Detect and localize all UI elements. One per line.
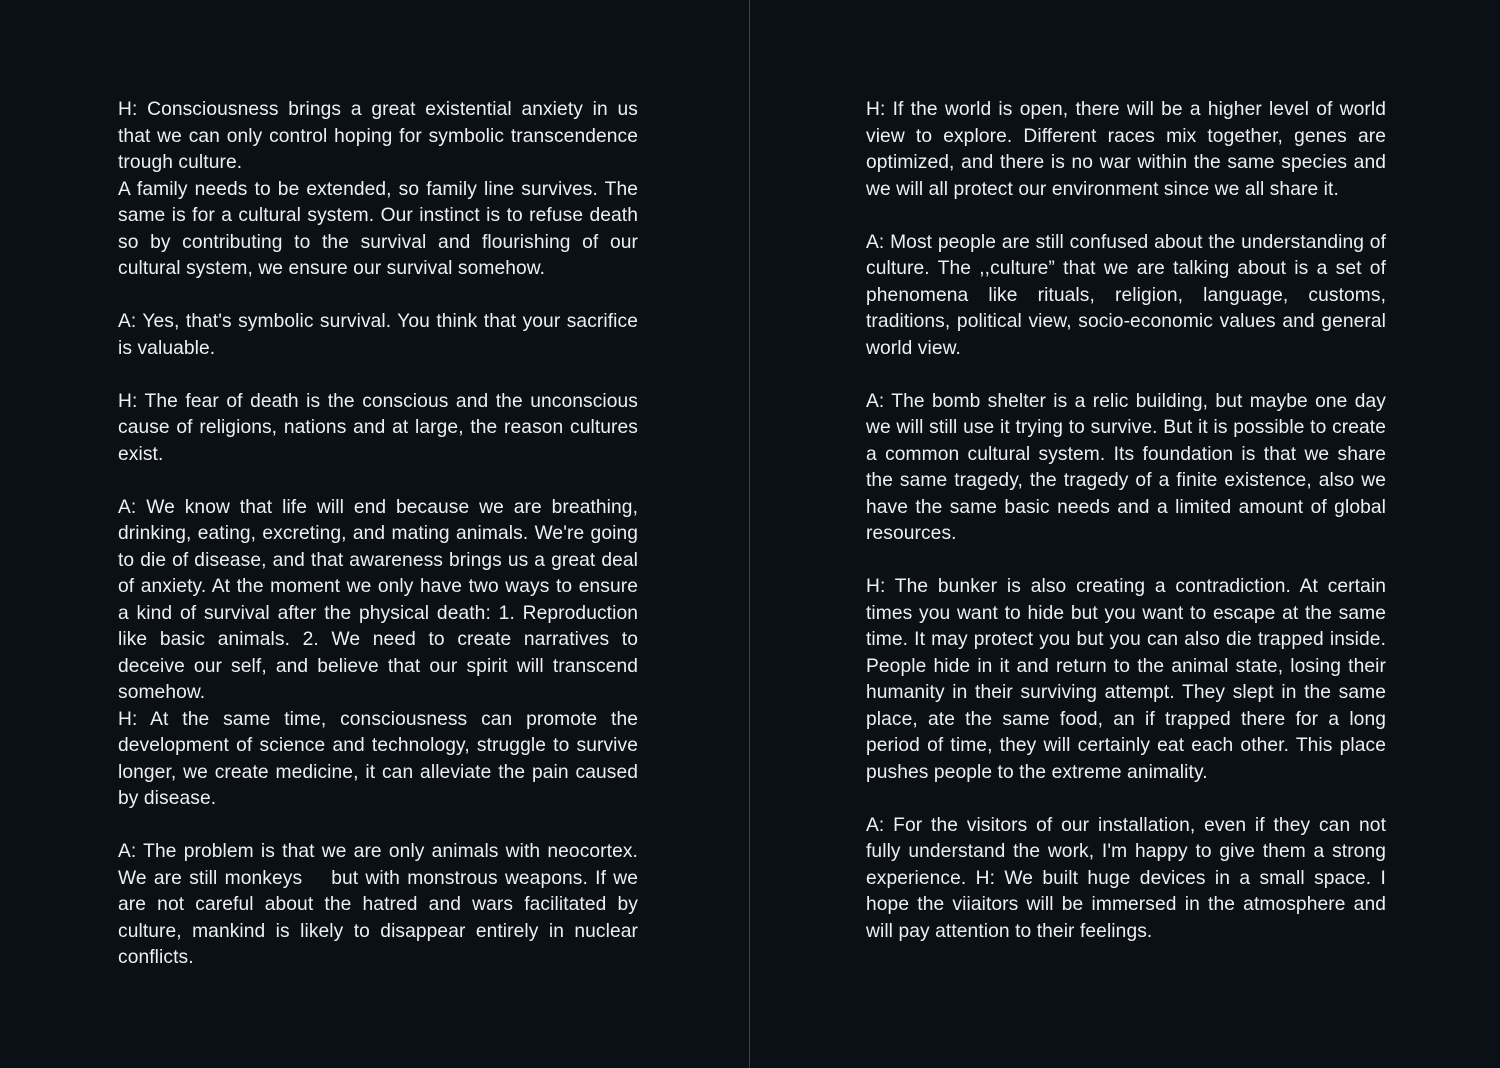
left-page [0, 0, 749, 1068]
paragraph: A: For the visitors of our installation, even if they can not fully understand the work, I'm happy to give them a strong experience. H: We built huge devices in a small space. I hope the viiaitors will be immersed in the atmosphere and will pay attention to their feelings. [866, 814, 1386, 942]
paragraph: A: Most people are still confused about the understanding of culture. The ,,culture” that we are talking about is a set of phenomena like rituals, religion, language, customs, traditions, political view, socio-economic values and general world view. [866, 231, 1386, 359]
paragraph: H: The fear of death is the conscious and the unconscious cause of religions, nations and at large, the reason cultures exist. [118, 390, 638, 465]
paragraph: H: If the world is open, there will be a higher level of world view to explore. Different races mix together, genes are optimized, and there is no war within the same species and we will all protect our environment since we all share it. [866, 99, 1386, 200]
paragraph: H: Consciousness brings a great existential anxiety in us that we can only control hoping for symbolic transcendence trough culture. [118, 99, 638, 173]
paragraph: A family needs to be extended, so family line survives. The same is for a cultural system. Our instinct is to refuse death so by contributing to the survival and flourishing of our cultural system, we ensure our survival somehow. [118, 178, 638, 279]
page-gutter-divider [749, 0, 750, 1068]
paragraph: H: At the same time, consciousness can promote the development of science and technology, struggle to survive longer, we create medicine, it can alleviate the pain caused by disease. [118, 708, 638, 809]
paragraph: H: The bunker is also creating a contradiction. At certain times you want to hide but you want to escape at the same time. It may protect you but you can also die trapped inside. People hide in it and return to the animal state, losing their humanity in their surviving attempt. They slept in the same place, ate the same food, an if trapped there for a long period of time, they will certainly eat each other. This place pushes people to the extreme animality. [866, 576, 1386, 783]
left-page-text [118, 97, 644, 998]
paragraph: A: We know that life will end because we are breathing, drinking, eating, excreting, and mating animals. We're going to die of disease, and that awareness brings us a great deal of anxiety. At the moment we only have two ways to ensure a kind of survival after the physical death: 1. Reproduction like basic animals. 2. We need to create narratives to deceive our self, and believe that our spirit will transcend somehow. [118, 496, 638, 703]
paragraph: A: The problem is that we are only animals with neocortex. We are still monkeys but with monstrous weapons. If we are not careful about the hatred and wars facilitated by culture, mankind is likely to disappear entirely in nuclear conflicts. [118, 841, 644, 968]
paragraph: A: Yes, that's symbolic survival. You think that your sacrifice is valuable. [118, 311, 638, 359]
paragraph: A: The bomb shelter is a relic building, but maybe one day we will still use it trying to survive. But it is possible to create a common cultural system. Its foundation is that we share the same tragedy, the tragedy of a finite existence, also we have the same basic needs and a limited amount of global resources. [866, 390, 1386, 544]
right-page-text [866, 97, 1386, 945]
right-page [751, 0, 1500, 1068]
